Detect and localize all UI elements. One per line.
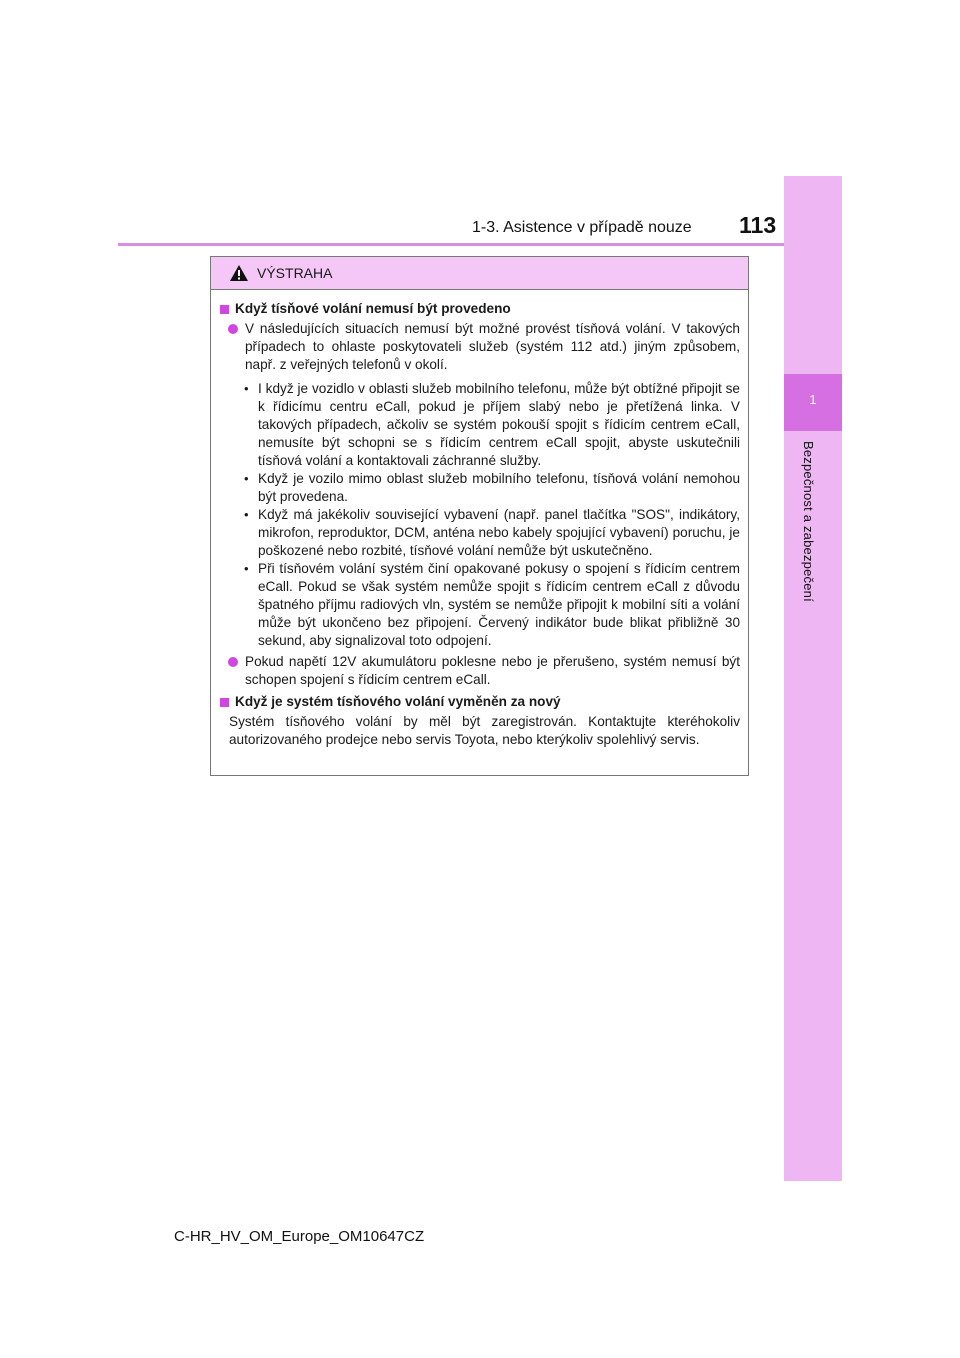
subitem-4-text: Při tísňovém volání systém činí opakované pokusy o spojení s řídicím centrem eCall. Pokud se však systém nemůže spojit s řídicím centrem eCall z důvodu špatného příjmu radiových vln, systém se nemůže připojit k mobilní síti a volání může být ukončeno bez připojení. Červený indikátor bude blikat přibližně 30 sekund, aby signalizoval toto odpojení. xyxy=(258,561,740,648)
side-chapter-box xyxy=(784,374,842,431)
subitem-4 xyxy=(238,560,740,650)
section2-heading-text: Když je systém tísňového volání vyměněn za nový xyxy=(235,694,561,709)
warning-triangle-icon xyxy=(229,264,249,282)
square-bullet-icon xyxy=(220,305,229,314)
subitem-2 xyxy=(238,470,740,506)
subitem-list xyxy=(238,380,740,650)
section1-bullet-1 xyxy=(220,320,740,374)
subitem-2-text: Když je vozilo mimo oblast služeb mobilního telefonu, tísňová volání nemohou být provedena. xyxy=(258,471,740,504)
page-number: 113 xyxy=(739,212,777,238)
warning-box xyxy=(210,256,749,776)
section1-bullet-2 xyxy=(220,653,740,689)
circle-bullet-icon xyxy=(228,324,238,334)
header-rule xyxy=(118,243,784,246)
chapter-number: 1 xyxy=(809,392,817,407)
section1-heading xyxy=(220,300,740,318)
dot-bullet-icon: • xyxy=(244,381,249,396)
section-title: 1-3. Asistence v případě nouze xyxy=(472,219,692,236)
square-bullet-icon xyxy=(220,698,229,707)
dot-bullet-icon: • xyxy=(244,507,249,522)
dot-bullet-icon: • xyxy=(244,561,249,576)
warning-content xyxy=(211,290,748,749)
section1-bullet-2-text: Pokud napětí 12V akumulátoru poklesne nebo je přerušeno, systém nemusí být schopen spojení s řídicím centrem eCall. xyxy=(245,654,740,687)
section2-heading xyxy=(220,693,740,711)
subitem-3 xyxy=(238,506,740,560)
subitem-1 xyxy=(238,380,740,470)
warning-header xyxy=(211,257,748,290)
circle-bullet-icon xyxy=(228,657,238,667)
footer-doc-id: C-HR_HV_OM_Europe_OM10647CZ xyxy=(174,1228,425,1245)
section1-bullet-1-text: V následujících situacích nemusí být možné provést tísňová volání. V takových případech to ohlaste poskytovateli služeb (systém 112 atd.) jiným způsobem, např. z veřejných telefonů v okolí. xyxy=(245,321,740,372)
chapter-label: Bezpečnost a zabezpečení xyxy=(801,441,816,602)
dot-bullet-icon: • xyxy=(244,471,249,486)
warning-title: VÝSTRAHA xyxy=(257,265,333,281)
side-chapter-tab xyxy=(784,176,842,1181)
subitem-1-text: I když je vozidlo v oblasti služeb mobilního telefonu, může být obtížné připojit se k řídicímu centru eCall, pokud je příjem slabý nebo je přetížená linka. V takových případech, ačkoliv se systém pokouší spojit s řídicím centrem eCall, nemusíte být schopni se s řídicím centrem eCall spojit, abyste uskutečnili tísňová volání a kontaktovali záchranné služby. xyxy=(258,381,740,468)
section2-text: Systém tísňového volání by měl být zaregistrován. Kontaktujte kteréhokoliv autorizovaného prodejce nebo servis Toyota, nebo kterýkoliv spolehlivý servis. xyxy=(229,714,740,747)
section1-heading-text: Když tísňové volání nemusí být provedeno xyxy=(235,301,511,316)
subitem-3-text: Když má jakékoliv související vybavení (např. panel tlačítka "SOS", indikátory, mikrofon, reproduktor, DCM, anténa nebo kabely spojující vybavení) poruchu, je poškozené nebo rozbité, tísňové volání nemůže být uskutečněno. xyxy=(258,507,740,558)
